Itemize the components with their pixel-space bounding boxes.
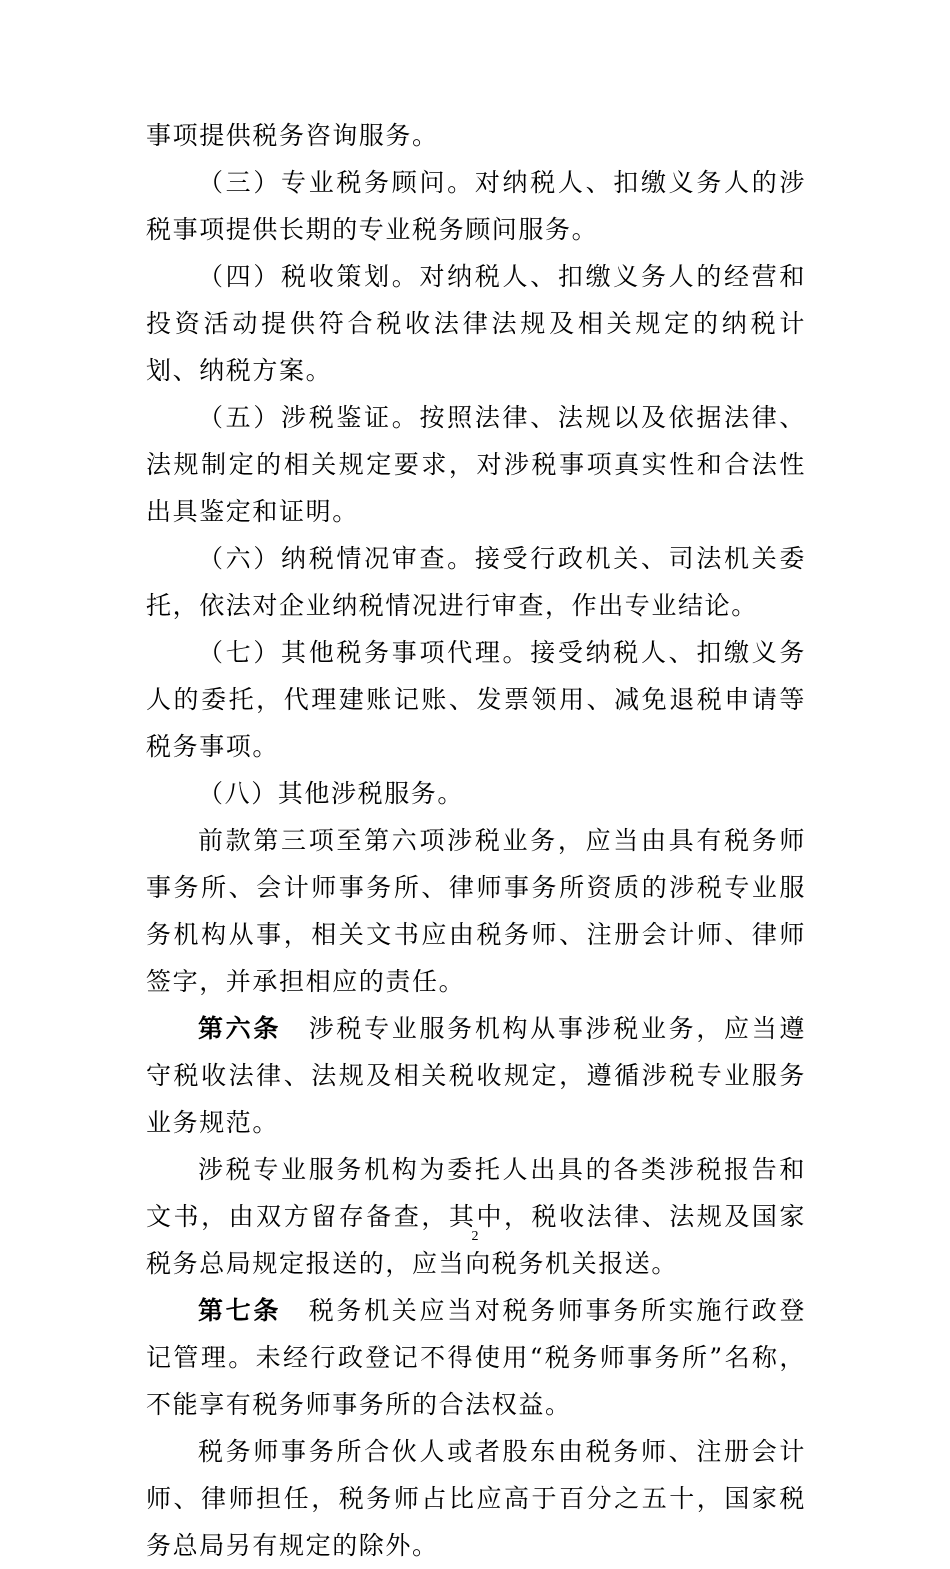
article-heading: 第六条 xyxy=(198,1014,282,1043)
paragraph: 税务师事务所合伙人或者股东由税务师、注册会计师、律师担任，税务师占比应高于百分之五十，国家税务总局另有规定的除外。 xyxy=(146,1437,806,1560)
paragraph: （三）专业税务顾问。对纳税人、扣缴义务人的涉税事项提供长期的专业税务顾问服务。 xyxy=(146,168,806,244)
paragraph: （四）税收策划。对纳税人、扣缴义务人的经营和投资活动提供符合税收法律法规及相关规定的纳税计划、纳税方案。 xyxy=(146,262,806,385)
paragraph: （六）纳税情况审查。接受行政机关、司法机关委托，依法对企业纳税情况进行审查，作出专业结论。 xyxy=(146,544,806,620)
paragraph: 事项提供税务咨询服务。 xyxy=(146,121,439,150)
paragraph: 涉税专业服务机构为委托人出具的各类涉税报告和文书，由双方留存备查，其中，税收法律、法规及国家税务总局规定报送的，应当向税务机关报送。 xyxy=(146,1155,806,1278)
body-text xyxy=(146,112,806,1569)
page-number: 2 xyxy=(471,1229,479,1244)
paragraph: （五）涉税鉴证。按照法律、法规以及依据法律、法规制定的相关规定要求，对涉税事项真实性和合法性出具鉴定和证明。 xyxy=(146,403,806,526)
article-paragraph: 第七条 税务机关应当对税务师事务所实施行政登记管理。未经行政登记不得使用“税务师事务所”名称，不能享有税务师事务所的合法权益。 xyxy=(146,1296,806,1419)
paragraph: （八）其他涉税服务。 xyxy=(198,779,465,808)
paragraph: 前款第三项至第六项涉税业务，应当由具有税务师事务所、会计师事务所、律师事务所资质的涉税专业服务机构从事，相关文书应由税务师、注册会计师、律师签字，并承担相应的责任。 xyxy=(146,826,806,996)
article-heading: 第七条 xyxy=(198,1296,282,1325)
article-paragraph: 第六条 涉税专业服务机构从事涉税业务，应当遵守税收法律、法规及相关税收规定，遵循涉税专业服务业务规范。 xyxy=(146,1014,806,1137)
paragraph: （七）其他税务事项代理。接受纳税人、扣缴义务人的委托，代理建账记账、发票领用、减免退税申请等税务事项。 xyxy=(146,638,806,761)
